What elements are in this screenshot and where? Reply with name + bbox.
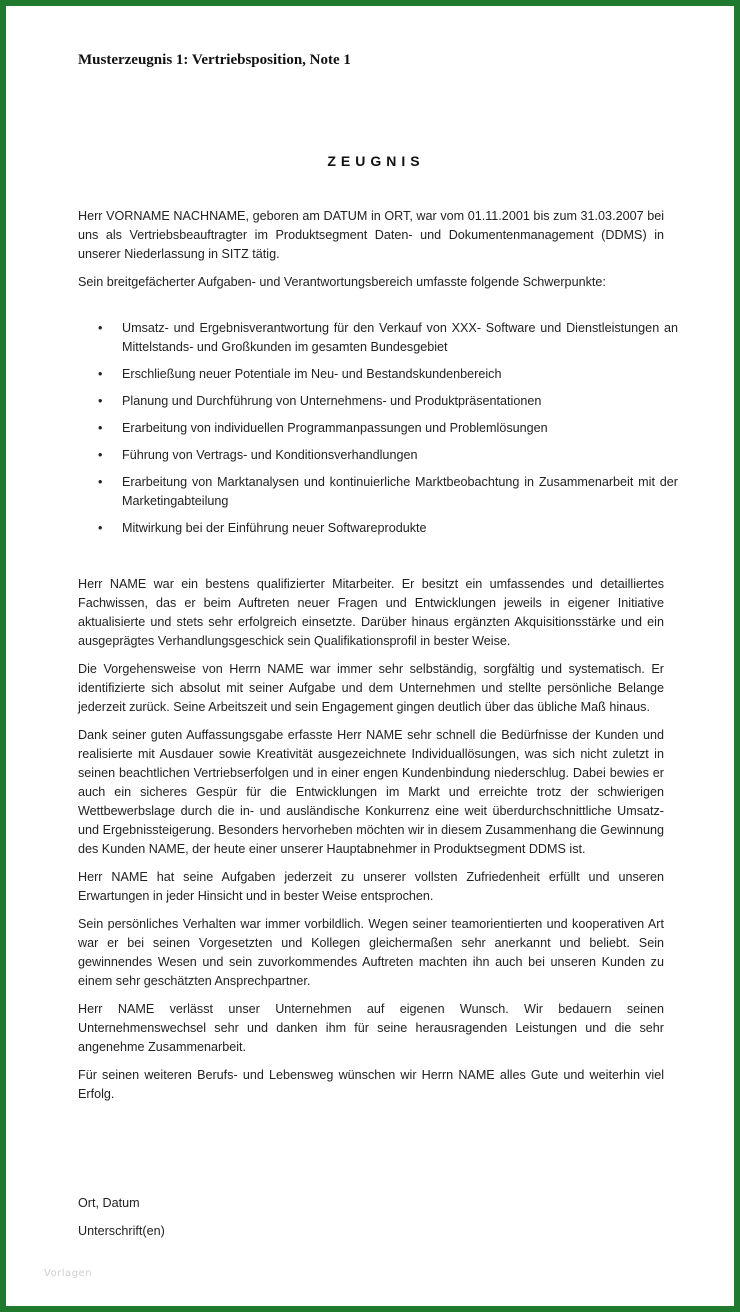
signature-line: Unterschrift(en): [78, 1224, 165, 1238]
body-paragraph: Die Vorgehensweise von Herrn NAME war immer sehr selbständig, sorgfältig und systematisch. Er identifizierte sich absolut mit seiner Aufgabe und dem Unternehmen und stellte persönliche Belange jederzeit zurück. Seine Arbeitszeit und sein Engagement gingen deutlich über das übliche Maß hinaus.: [78, 662, 664, 714]
evaluation-section: [78, 575, 664, 1113]
body-paragraph: Sein persönliches Verhalten war immer vorbildlich. Wegen seiner teamorientierten und kooperativen Art war er bei seinen Vorgesetzten und Kollegen gleichermaßen sehr anerkannt und beliebt. Sein gewinnendes Wesen und sein zuvorkommendes Auftreten machten ihn auch bei unseren Kunden zu einem sehr geschätzten Ansprechpartner.: [78, 917, 664, 988]
body-paragraph: Herr NAME war ein bestens qualifizierter Mitarbeiter. Er besitzt ein umfassendes und detailliertes Fachwissen, das er beim Auftreten neuer Fragen und Entwicklungen jeweils in eigener Initiative aktualisierte und stets sehr erfolgreich einsetzte. Darüber hinaus ergänzten Akquisitionsstärke und ein ausgeprägtes Verhandlungsgeschick sein Qualifikationsprofil in bester Weise.: [78, 577, 664, 648]
list-item: • Erarbeitung von individuellen Programmanpassungen und Problemlösungen: [98, 419, 678, 438]
body-paragraph: Für seinen weiteren Berufs- und Lebensweg wünschen wir Herrn NAME alles Gute und weiterhin viel Erfolg.: [78, 1068, 664, 1101]
document-title: ZEUGNIS: [327, 153, 425, 169]
duties-list: [98, 319, 678, 546]
document-heading: Musterzeugnis 1: Vertriebsposition, Note 1: [78, 52, 351, 68]
watermark-text: Vorlagen: [44, 1268, 93, 1279]
intro-paragraph: Sein breitgefächerter Aufgaben- und Verantwortungsbereich umfasste folgende Schwerpunkte:: [78, 275, 606, 289]
intro-paragraph: Herr VORNAME NACHNAME, geboren am DATUM in ORT, war vom 01.11.2001 bis zum 31.03.2007 bei uns als Vertriebsbeauftragter im Produktsegment Daten- und Dokumentenmanagement (DDMS) in unserer Niederlassung in SITZ tätig.: [78, 209, 664, 261]
body-paragraph: Dank seiner guten Auffassungsgabe erfasste Herr NAME sehr schnell die Bedürfnisse der Kunden und realisierte mit Ausdauer sowie Kreativität ausgezeichnete Individuallösungen, was sich nicht zuletzt in seinen beachtlichen Vertriebserfolgen und in einer engen Kundenbindung niederschlug. Dabei bewies er auch ein sicheres Gespür für die Entwicklungen im Markt und erreichte trotz der schwierigen Wettbewerbslage durch die in- und ausländische Konkurrenz eine weit überdurchschnittliche Umsatz- und Ergebnissteigerung. Besonders hervorheben möchten wir in diesem Zusammenhang die Gewinnung des Kunden NAME, der heute einer unserer Hauptabnehmer in Produktsegment DDMS ist.: [78, 728, 664, 856]
list-item: • Erarbeitung von Marktanalysen und kontinuierliche Marktbeobachtung in Zusammenarbeit mit der Marketingabteilung: [98, 473, 678, 511]
list-item: • Umsatz- und Ergebnisverantwortung für den Verkauf von XXX- Software und Dienstleistungen an Mittelstands- und Großkunden im gesamten Bundesgebiet: [98, 319, 678, 357]
body-paragraph: Herr NAME hat seine Aufgaben jederzeit zu unserer vollsten Zufriedenheit erfüllt und unseren Erwartungen in jeder Hinsicht und in bester Weise entsprochen.: [78, 870, 664, 903]
list-item: • Erschließung neuer Potentiale im Neu- und Bestandskundenbereich: [98, 365, 678, 384]
place-date: Ort, Datum: [78, 1196, 140, 1210]
list-item: • Planung und Durchführung von Unternehmens- und Produktpräsentationen: [98, 392, 678, 411]
list-item: • Führung von Vertrags- und Konditionsverhandlungen: [98, 446, 678, 465]
list-item: • Mitwirkung bei der Einführung neuer Softwareprodukte: [98, 519, 678, 538]
body-paragraph: Herr NAME verlässt unser Unternehmen auf eigenen Wunsch. Wir bedauern seinen Unternehmenswechsel sehr und danken ihm für seine herausragenden Leistungen und die sehr angenehme Zusammenarbeit.: [78, 1002, 664, 1054]
intro-section: [78, 207, 664, 301]
